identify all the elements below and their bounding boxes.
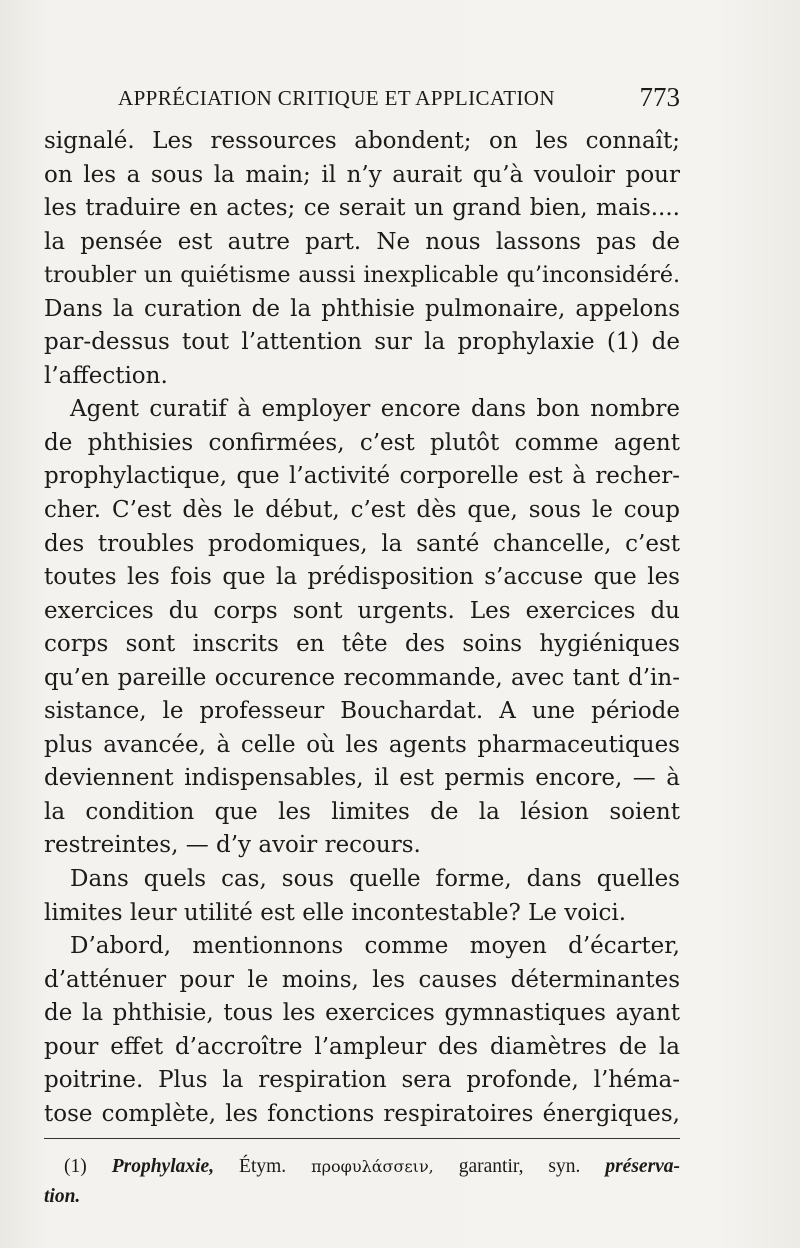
footnote-rule bbox=[44, 1138, 680, 1139]
footnote-synonym: préserva- bbox=[605, 1156, 681, 1177]
footnote-line bbox=[44, 1152, 680, 1182]
text-line: prophylactique, que l’activité corporelle est à recher- bbox=[44, 463, 680, 490]
footnote-marker: (1) bbox=[64, 1156, 87, 1177]
text-line: la pensée est autre part. Ne nous lassons pas de bbox=[44, 228, 680, 255]
text-line: qu’en pareille occurence recommande, avec tant d’in- bbox=[44, 664, 680, 691]
text-line: plus avancée, à celle où les agents pharmaceutiques bbox=[44, 731, 680, 758]
text-line: de phthisies confirmées, c’est plutôt comme agent bbox=[44, 429, 680, 456]
text-line: Dans la curation de la phthisie pulmonaire, appelons bbox=[44, 295, 680, 322]
footnote-gloss: garantir, bbox=[458, 1156, 524, 1177]
text-line: la condition que les limites de la lésion soient bbox=[44, 798, 680, 825]
text-line: exercices du corps sont urgents. Les exercices du bbox=[44, 597, 680, 624]
text-line: par-dessus tout l’attention sur la prophylaxie (1) de bbox=[44, 329, 680, 356]
page-header bbox=[44, 82, 680, 116]
text-line: l’affection. bbox=[44, 362, 168, 389]
footnote-continuation: tion. bbox=[44, 1186, 81, 1207]
text-line: pour effet d’accroître l’ampleur des diamètres de la bbox=[44, 1033, 680, 1060]
text-line: de la phthisie, tous les exercices gymnastiques ayant bbox=[44, 1000, 680, 1027]
running-head: APPRÉCIATION CRITIQUE ET APPLICATION bbox=[118, 86, 555, 110]
text-line: poitrine. Plus la respiration sera profonde, l’héma- bbox=[44, 1067, 680, 1094]
page-number: 773 bbox=[639, 82, 680, 112]
footnote-greek-word: προφυλάσσειν, bbox=[311, 1157, 434, 1176]
footnote-term: Prophylaxie, bbox=[111, 1156, 215, 1177]
text-line: deviennent indispensables, il est permis encore, — à bbox=[44, 765, 680, 792]
footnote-etym-label: Étym. bbox=[239, 1156, 287, 1177]
text-line: les traduire en actes; ce serait un grand bien, mais.... bbox=[44, 195, 680, 222]
text-line: limites leur utilité est elle incontestable? Le voici. bbox=[44, 899, 627, 926]
text-line: Agent curatif à employer encore dans bon nombre bbox=[70, 396, 680, 423]
footnote bbox=[44, 1152, 680, 1212]
text-line: toutes les fois que la prédisposition s’accuse que les bbox=[44, 564, 680, 591]
text-line: signalé. Les ressources abondent; on les connaît; bbox=[44, 128, 680, 154]
footnote-syn-label: syn. bbox=[548, 1156, 581, 1177]
text-line: troubler un quiétisme aussi inexplicable qu’inconsidéré. bbox=[44, 262, 680, 289]
text-line: d’atténuer pour le moins, les causes déterminantes bbox=[44, 966, 680, 993]
text-line: Dans quels cas, sous quelle forme, dans quelles bbox=[70, 866, 680, 893]
text-line: corps sont inscrits en tête des soins hygiéniques bbox=[44, 631, 680, 658]
text-line: cher. C’est dès le début, c’est dès que, sous le coup bbox=[44, 497, 680, 524]
text-line: on les a sous la main; il n’y aurait qu’à vouloir pour bbox=[44, 161, 680, 188]
text-line: tose complète, les fonctions respiratoires énergiques, bbox=[44, 1100, 680, 1127]
body-text bbox=[44, 125, 680, 1131]
text-line: des troubles prodomiques, la santé chancelle, c’est bbox=[44, 530, 680, 557]
text-line: D’abord, mentionnons comme moyen d’écarter, bbox=[70, 933, 680, 960]
text-line: restreintes, — d’y avoir recours. bbox=[44, 832, 421, 859]
text-line: sistance, le professeur Bouchardat. A une période bbox=[44, 698, 680, 725]
